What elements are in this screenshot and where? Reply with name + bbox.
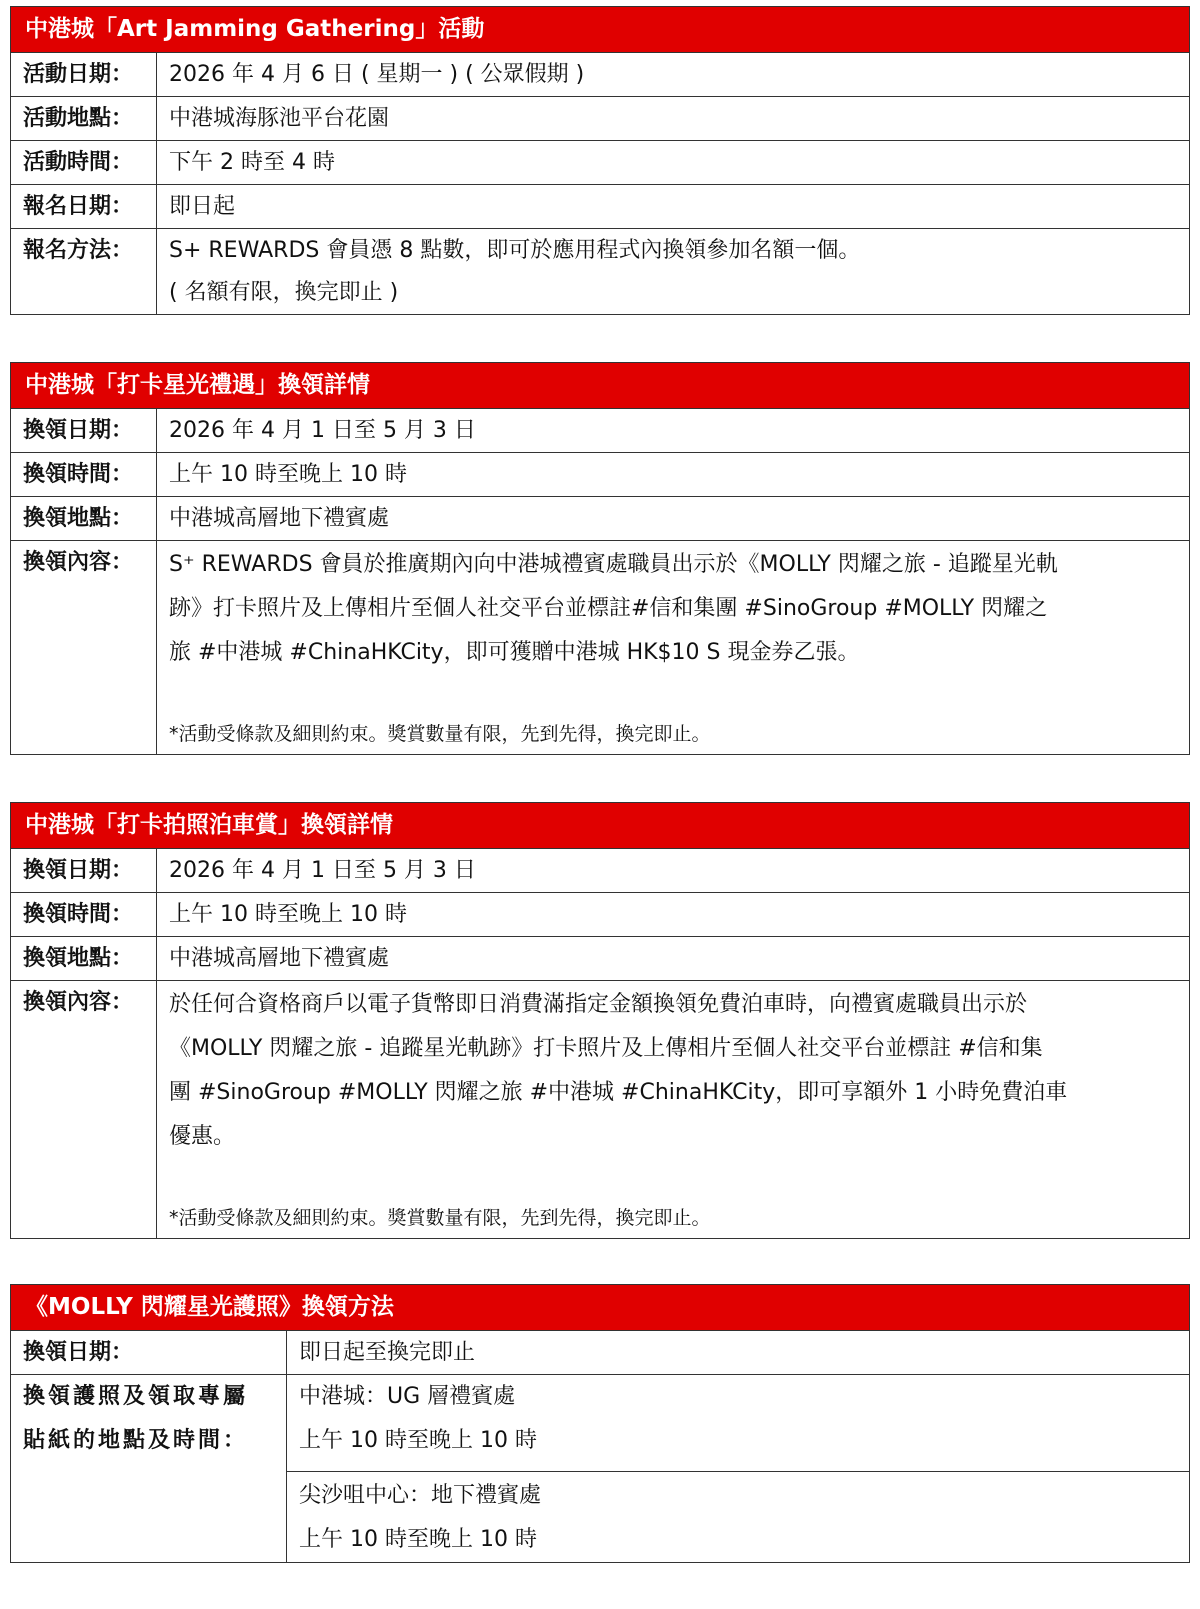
registration-method xyxy=(157,229,1189,314)
table-row xyxy=(11,140,1189,184)
label-line: 貼紙的地點及時間： xyxy=(23,1428,249,1453)
row-label: 換領日期： xyxy=(11,1331,287,1374)
row-value-note: ( 名額有限，換完即止 ) xyxy=(169,280,399,305)
content-line: 跡》打卡照片及上傳相片至個人社交平台並標註#信和集團 #SinoGroup #MOLLY 閃耀之 xyxy=(169,596,1048,621)
parking-offer-title: 中港城「打卡拍照泊車賞」換領詳情 xyxy=(11,803,1189,848)
table-row xyxy=(11,892,1189,936)
location-time: 上午 10 時至晚上 10 時 xyxy=(299,1428,537,1453)
row-label: 活動日期： xyxy=(11,53,157,96)
passport-table xyxy=(10,1284,1190,1563)
location-tst-centre xyxy=(287,1471,1189,1562)
content-line: 於任何合資格商戶以電子貨幣即日消費滿指定金額換領免費泊車時，向禮賓處職員出示於 xyxy=(169,992,1028,1017)
row-value: 2026 年 4 月 1 日至 5 月 3 日 xyxy=(169,418,476,443)
star-offer-table xyxy=(10,362,1190,755)
row-label: 換領內容： xyxy=(11,981,157,1238)
content-line: 團 #SinoGroup #MOLLY 閃耀之旅 #中港城 #ChinaHKCity，即可享額外 1 小時免費泊車 xyxy=(169,1080,1068,1105)
row-value: 下午 2 時至 4 時 xyxy=(169,150,335,175)
row-value: 2026 年 4 月 6 日 ( 星期一 ) ( 公眾假期 ) xyxy=(169,62,585,87)
row-label: 活動地點： xyxy=(11,97,157,140)
row-value: 上午 10 時至晚上 10 時 xyxy=(169,902,407,927)
row-value: 即日起 xyxy=(169,194,236,219)
content-line: 《MOLLY 閃耀之旅 - 追蹤星光軌跡》打卡照片及上傳相片至個人社交平台並標註 #信和集 xyxy=(169,1036,1043,1061)
row-label: 換領日期： xyxy=(11,409,157,452)
row-label: 換領時間： xyxy=(11,453,157,496)
locations xyxy=(287,1375,1189,1562)
row-value: 中港城海豚池平台花園 xyxy=(169,106,390,131)
art-jamming-title: 中港城「Art Jamming Gathering」活動 xyxy=(11,7,1189,52)
row-label: 活動時間： xyxy=(11,141,157,184)
label-line: 換領護照及領取專屬 xyxy=(23,1384,249,1409)
star-offer-title: 中港城「打卡星光禮遇」換領詳情 xyxy=(11,363,1189,408)
location-china-hk-city xyxy=(299,1375,1177,1471)
content-line: 優惠。 xyxy=(169,1124,236,1149)
row-label: 換領地點： xyxy=(11,497,157,540)
row-value: 2026 年 4 月 1 日至 5 月 3 日 xyxy=(169,858,476,883)
passport-title: 《MOLLY 閃耀星光護照》換領方法 xyxy=(11,1285,1189,1330)
row-value: S+ REWARDS 會員憑 8 點數，即可於應用程式內換領參加名額一個。 xyxy=(169,238,861,263)
row-value: 上午 10 時至晚上 10 時 xyxy=(169,462,407,487)
row-value: 中港城高層地下禮賓處 xyxy=(169,946,390,971)
content-line: 旅 #中港城 #ChinaHKCity，即可獲贈中港城 HK$10 S 現金券乙張。 xyxy=(169,640,860,665)
terms-note: *活動受條款及細則約束。獎賞數量有限，先到先得，換完即止。 xyxy=(169,1207,711,1229)
row-label: 換領時間： xyxy=(11,893,157,936)
location-name: 中港城：UG 層禮賓處 xyxy=(299,1384,516,1409)
table-row xyxy=(11,980,1189,1238)
row-label: 換領內容： xyxy=(11,541,157,754)
row-label: 報名日期： xyxy=(11,185,157,228)
parking-offer-table xyxy=(10,802,1190,1239)
art-jamming-table xyxy=(10,6,1190,315)
table-row xyxy=(11,228,1189,314)
table-row xyxy=(11,848,1189,892)
location-label xyxy=(11,1375,287,1562)
table-row xyxy=(11,452,1189,496)
location-name: 尖沙咀中心：地下禮賓處 xyxy=(299,1483,542,1508)
table-row xyxy=(11,1374,1189,1562)
row-value: 即日起至換完即止 xyxy=(299,1340,476,1365)
row-label: 換領地點： xyxy=(11,937,157,980)
content-line: S⁺ REWARDS 會員於推廣期內向中港城禮賓處職員出示於《MOLLY 閃耀之旅 - 追蹤星光軌 xyxy=(169,552,1058,577)
row-label: 換領日期： xyxy=(11,849,157,892)
table-row xyxy=(11,540,1189,754)
redemption-content xyxy=(157,535,1189,754)
table-row xyxy=(11,96,1189,140)
table-row xyxy=(11,936,1189,980)
table-row xyxy=(11,52,1189,96)
table-row xyxy=(11,184,1189,228)
redemption-content xyxy=(157,975,1189,1238)
terms-note: *活動受條款及細則約束。獎賞數量有限，先到先得，換完即止。 xyxy=(169,723,711,745)
table-row xyxy=(11,1330,1189,1374)
table-row xyxy=(11,408,1189,452)
location-time: 上午 10 時至晚上 10 時 xyxy=(299,1527,537,1552)
row-label: 報名方法： xyxy=(11,229,157,314)
row-value: 中港城高層地下禮賓處 xyxy=(169,506,390,531)
table-row xyxy=(11,496,1189,540)
